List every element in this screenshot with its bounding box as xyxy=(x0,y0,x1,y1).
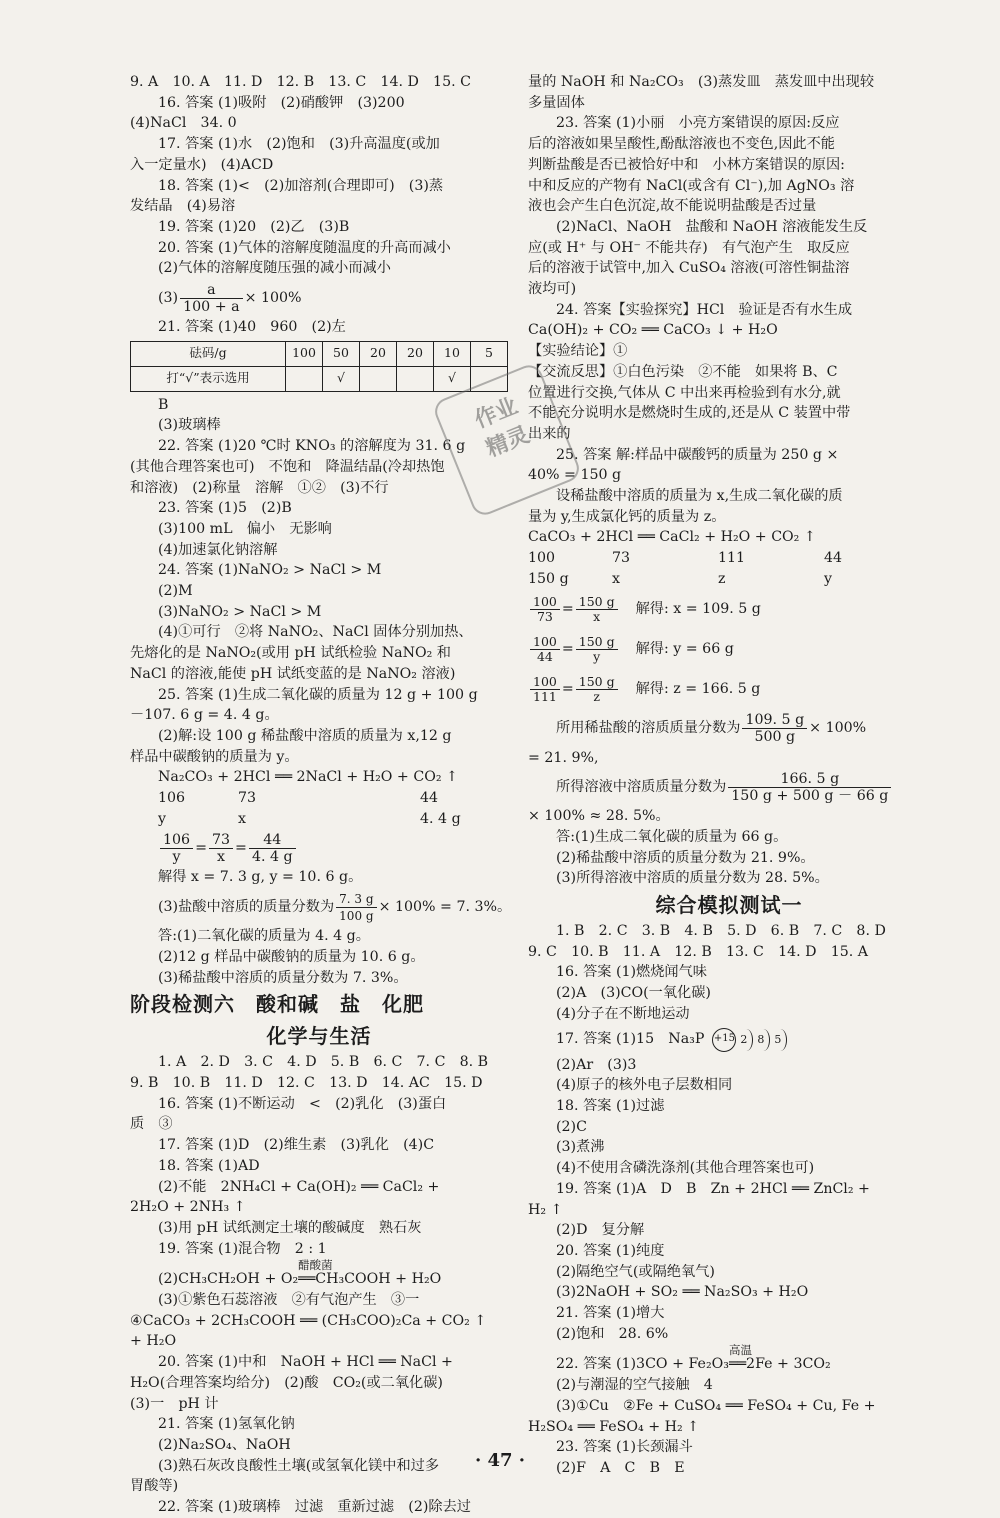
denominator: 111 xyxy=(533,689,557,705)
answer-line: (2)Na₂SO₄、NaOH xyxy=(158,1436,291,1453)
denominator: 500 g xyxy=(754,729,796,746)
proportion-line: $\frac{100}{44}$ = $\frac{150 g}{y}$ 解得: y = 66 g xyxy=(528,630,930,670)
electron-shell: 5 xyxy=(774,1029,787,1051)
denominator: 44 xyxy=(536,649,553,665)
answer-line: 21. 答案 (1)增大 xyxy=(556,1305,665,1322)
numerator: 7. 3 g xyxy=(336,891,376,908)
answer-line: (3)一 pH 计 xyxy=(130,1395,219,1412)
solution-text: 解得: z = 166. 5 g xyxy=(635,681,761,698)
table-cell xyxy=(360,366,397,391)
fraction xyxy=(160,832,193,865)
table-row xyxy=(131,366,508,391)
left-column xyxy=(130,72,512,1518)
answer-line: 25. 答案 解:样品中碳酸钙的质量为 250 g × xyxy=(556,446,839,463)
fraction xyxy=(728,771,891,804)
fraction xyxy=(209,832,233,865)
answer-line: 后的溶液如果呈酸性,酚酞溶液也不变色,因此不能 xyxy=(528,136,835,153)
equation-left: (2)CH₃CH₂OH + O₂ xyxy=(158,1271,299,1288)
formula-prefix: (3)盐酸中溶质的质量分数为 xyxy=(158,898,335,915)
electron-shell: 2 xyxy=(740,1029,753,1051)
fraction xyxy=(336,891,376,924)
table-cell: √ xyxy=(434,366,471,391)
answer-line: (2)12 g 样品中碳酸钠的质量为 10. 6 g。 xyxy=(158,948,425,965)
numerator: 100 xyxy=(530,595,560,610)
formula-suffix: × 100% xyxy=(809,720,867,737)
coefficient: 106 xyxy=(158,790,186,807)
answer-line: (3)2NaOH + SO₂ ══ Na₂SO₃ + H₂O xyxy=(556,1284,809,1301)
reaction-condition: 高温 xyxy=(728,1344,752,1358)
proportion-line: $\frac{106}{y}$ = $\frac{73}{x}$ = $\frac{44}{4. 4 g}$ xyxy=(130,829,508,867)
formula-line xyxy=(130,279,508,317)
reaction-arrow xyxy=(728,1344,752,1375)
answer-line: 23. 答案 (1)5 (2)B xyxy=(158,500,292,517)
answer-line: 22. 答案 (1)20 ℃时 KNO₃ 的溶解度为 31. 6 g xyxy=(158,438,466,455)
answer-line: 入一定量水) (4)ACD xyxy=(130,156,274,173)
numerator: 109. 5 g xyxy=(742,712,807,729)
equals-sign: ══ xyxy=(728,1356,747,1373)
answer-line: 液也会产生白色沉淀,故不能说明盐酸是否过量 xyxy=(528,198,817,215)
answer-line: 16. 答案 (1)燃烧闻气味 xyxy=(556,964,707,981)
equation-unknowns xyxy=(528,569,930,590)
answer-line: (4)不使用含磷洗涤剂(其他合理答案也可) xyxy=(556,1160,815,1177)
answer-line: 出来的 xyxy=(528,425,571,442)
answer-line: (2)气体的溶解度随压强的减小而减小 xyxy=(158,260,391,277)
reaction-condition: 醋酸菌 xyxy=(298,1259,333,1273)
numerator: 106 xyxy=(160,832,193,849)
table-cell: 10 xyxy=(434,341,471,366)
answer-line: 19. 答案 (1)20 (2)乙 (3)B xyxy=(158,218,350,235)
coefficient: 44 xyxy=(824,550,843,567)
denominator: x xyxy=(217,848,226,865)
table-cell xyxy=(397,366,434,391)
nucleus: +15 xyxy=(712,1028,736,1052)
answer-line: 判断盐酸是否已被恰好中和 小林方案错误的原因: xyxy=(528,156,845,173)
weights-table xyxy=(130,341,508,392)
answer-line: (4)加速氯化钠溶解 xyxy=(158,541,278,558)
denominator: 100 g xyxy=(339,908,374,923)
denominator: x xyxy=(593,609,601,625)
section-subtitle: 化学与生活 xyxy=(266,1024,372,1049)
answer-line: (2)M xyxy=(158,583,193,600)
answer-line: 24. 答案【实验探究】HCl 验证是否有水生成 xyxy=(556,301,853,318)
proportion-line: $\frac{100}{111}$ = $\frac{150 g}{z}$ 解得: z = 166. 5 g xyxy=(528,670,930,710)
answer-line: 24. 答案 (1)NaNO₂ > NaCl > M xyxy=(158,562,382,579)
answer-line: (3)100 mL 偏小 无影响 xyxy=(158,520,332,537)
answer-line: 1. B 2. C 3. B 4. B 5. D 6. B 7. C 8. D xyxy=(556,923,886,940)
formula-line xyxy=(528,710,930,748)
table-header-cell: 砝码/g xyxy=(131,341,286,366)
answer-line: H₂SO₄ ══ FeSO₄ + H₂ ↑ xyxy=(528,1418,700,1435)
answer-line: (2)Ar (3)3 xyxy=(556,1056,637,1073)
answer-line: 质 ③ xyxy=(130,1116,173,1133)
answer-line: (3)①紫色石蕊溶液 ②有气泡产生 ③一 xyxy=(158,1292,420,1309)
unknown: x xyxy=(238,810,247,827)
answer-line: (2)D 复分解 xyxy=(556,1222,645,1239)
answer-line: 量的 NaOH 和 Na₂CO₃ (3)蒸发皿 蒸发皿中出现较 xyxy=(528,74,875,90)
coefficient: 73 xyxy=(238,790,257,807)
fraction xyxy=(576,635,618,664)
answer-line: 16. 答案 (1)不断运动 < (2)乳化 (3)蛋白 xyxy=(158,1095,447,1112)
answer-line: 23. 答案 (1)小丽 小亮方案错误的原因:反应 xyxy=(556,115,840,132)
fraction xyxy=(576,595,618,624)
stamp-text: 作业 xyxy=(471,393,522,434)
answer-line: B xyxy=(158,396,169,413)
equation-line: CaCO₃ + 2HCl ══ CaCl₂ + H₂O + CO₂ ↑ xyxy=(528,529,816,546)
unknown: y xyxy=(158,810,167,827)
fraction xyxy=(576,675,618,704)
equation-line xyxy=(528,1344,930,1375)
answer-line: (2)A (3)CO(一氧化碳) xyxy=(556,985,711,1002)
equation-left: 22. 答案 (1)3CO + Fe₂O₃ xyxy=(556,1356,729,1373)
unknown: z xyxy=(718,570,726,587)
answer-line: (3)稀盐酸中溶质的质量分数为 7. 3%。 xyxy=(158,969,408,986)
table-cell: 20 xyxy=(397,341,434,366)
answer-line: 22. 答案 (1)玻璃棒 过滤 重新过滤 (2)除去过 xyxy=(158,1499,471,1516)
answer-line: + H₂O xyxy=(130,1333,177,1350)
numerator: 73 xyxy=(209,832,233,849)
coefficient: 111 xyxy=(718,550,746,567)
formula-suffix: × 100% xyxy=(244,289,302,306)
answer-line: 答:(1)二氧化碳的质量为 4. 4 g。 xyxy=(158,928,370,945)
equation-right: CH₃COOH + H₂O xyxy=(315,1271,442,1288)
unknown: 4. 4 g xyxy=(420,810,461,827)
answer-line: 20. 答案 (1)气体的溶解度随温度的升高而减小 xyxy=(158,239,451,256)
answer-line: 17. 答案 (1)水 (2)饱和 (3)升高温度(或加 xyxy=(158,136,440,153)
answer-line: 多量固体 xyxy=(528,94,585,111)
fraction xyxy=(742,712,807,745)
answer-line: 20. 答案 (1)中和 NaOH + HCl ══ NaCl + xyxy=(158,1354,453,1371)
answer-line: = 21. 9%, xyxy=(528,749,599,766)
answer-line: 17. 答案 (1)D (2)维生素 (3)乳化 (4)C xyxy=(158,1137,435,1154)
answer-line: 19. 答案 (1)A D B Zn + 2HCl ══ ZnCl₂ + xyxy=(556,1180,870,1197)
answer-line: 16. 答案 (1)吸附 (2)硝酸钾 (3)200 xyxy=(158,94,405,111)
answer-line: × 100% ≈ 28. 5%。 xyxy=(528,808,670,825)
answer-text: 17. 答案 (1)15 Na₃P xyxy=(556,1031,705,1048)
formula-line xyxy=(130,888,512,926)
answer-line: 40% = 150 g xyxy=(528,467,622,484)
answer-line: H₂O(合理答案均给分) (2)酸 CO₂(或二氧化碳) xyxy=(130,1374,443,1391)
answer-line: 19. 答案 (1)混合物 2 : 1 xyxy=(158,1240,327,1257)
numerator: 150 g xyxy=(576,635,618,650)
formula-suffix: × 100% = 7. 3%。 xyxy=(378,898,512,915)
answer-line: (4)原子的核外电子层数相同 xyxy=(556,1077,733,1094)
unknown: y xyxy=(824,570,833,587)
answer-line: 和溶液) (2)称量 溶解 ①② (3)不行 xyxy=(130,479,389,496)
answer-line: 设稀盐酸中溶质的质量为 x,生成二氧化碳的质 xyxy=(556,488,843,505)
denominator: 150 g + 500 g － 66 g xyxy=(731,787,889,804)
solution-text: 解得: x = 109. 5 g xyxy=(635,601,761,618)
denominator: 73 xyxy=(536,609,553,625)
answer-line: 20. 答案 (1)纯度 xyxy=(556,1242,665,1259)
answer-line: 胃酸等) xyxy=(130,1478,179,1495)
answer-line: 发结晶 (4)易溶 xyxy=(130,198,236,215)
answer-line: －107. 6 g = 4. 4 g。 xyxy=(130,707,279,724)
answer-line: (3)所得溶液中溶质的质量分数为 28. 5%。 xyxy=(556,870,829,887)
answer-line: 18. 答案 (1)过滤 xyxy=(556,1097,665,1114)
section-title: 阶段检测六 酸和碱 盐 化肥 xyxy=(130,992,424,1017)
answer-line: 18. 答案 (1)< (2)加溶剂(合理即可) (3)蒸 xyxy=(158,177,444,194)
answer-line: 样品中碳酸钠的质量为 y。 xyxy=(130,748,299,765)
fraction xyxy=(530,595,560,624)
answer-line: (3)NaNO₂ > NaCl > M xyxy=(158,603,322,620)
answer-line: (2)C xyxy=(556,1118,587,1135)
answer-line: (4)①可行 ②将 NaNO₂、NaCl 固体分别加热、 xyxy=(158,624,473,641)
answer-line: (2)稀盐酸中溶质的质量分数为 21. 9%。 xyxy=(556,849,815,866)
reaction-arrow xyxy=(298,1259,333,1290)
answer-line: (2)隔绝空气(或隔绝氧气) xyxy=(556,1263,715,1280)
denominator: 4. 4 g xyxy=(251,848,293,865)
answer-line: 量为 y,生成氯化钙的质量为 z。 xyxy=(528,508,726,525)
formula-prefix: (3) xyxy=(158,289,179,306)
answer-line: ④CaCO₃ + 2CH₃COOH ══ (CH₃COO)₂Ca + CO₂ ↑ xyxy=(130,1312,487,1329)
unknown: x xyxy=(612,570,621,587)
fraction xyxy=(530,635,560,664)
answer-line: (3)玻璃棒 xyxy=(158,417,221,434)
section-title: 综合模拟测试一 xyxy=(655,893,803,918)
answer-line: (4)分子在不断地运动 xyxy=(556,1005,690,1022)
numerator: 100 xyxy=(530,675,560,690)
table-row xyxy=(131,341,508,366)
answer-line: 【交流反思】①白色污染 ②不能 如果将 B、C xyxy=(528,363,838,380)
table-cell xyxy=(286,366,323,391)
equation-unknowns xyxy=(130,809,508,830)
answer-line: H₂ ↑ xyxy=(528,1201,563,1218)
numerator: 100 xyxy=(530,635,560,650)
fraction xyxy=(530,675,560,704)
answer-line: 不能充分说明水是燃烧时生成的,还是从 C 装置中带 xyxy=(528,405,851,422)
denominator: z xyxy=(593,689,600,705)
denominator: 100 + a xyxy=(183,298,240,315)
answer-line: 液均可) xyxy=(528,281,577,298)
denominator: y xyxy=(172,848,181,865)
answer-line: (2)饱和 28. 6% xyxy=(556,1325,669,1342)
denominator: y xyxy=(593,649,601,665)
answer-line: (2)解:设 100 g 稀盐酸中溶质的质量为 x,12 g xyxy=(158,727,452,744)
fraction xyxy=(180,282,242,315)
answer-line: 9. A 10. A 11. D 12. B 13. C 14. D 15. C xyxy=(130,74,471,90)
answer-line: 21. 答案 (1)40 960 (2)左 xyxy=(158,319,346,336)
answer-line: (2)NaCl、NaOH 盐酸和 NaOH 溶液能发生反 xyxy=(556,218,868,235)
solution-text: 解得: y = 66 g xyxy=(635,641,734,658)
table-cell: 20 xyxy=(360,341,397,366)
answer-line: 9. B 10. B 11. D 12. C 13. D 14. AC 15. D xyxy=(130,1074,483,1091)
equation-line: Ca(OH)₂ + CO₂ ══ CaCO₃ ↓ + H₂O xyxy=(528,322,778,339)
answer-line: 位置进行交换,气体从 C 中出来再检验到有水分,就 xyxy=(528,384,841,401)
answer-line: 解得 x = 7. 3 g, y = 10. 6 g。 xyxy=(158,869,363,886)
answer-line: 1. A 2. D 3. C 4. D 5. B 6. C 7. C 8. B xyxy=(158,1054,489,1071)
unknown: 150 g xyxy=(528,570,569,587)
proportion-line: $\frac{100}{73}$ = $\frac{150 g}{x}$ 解得: x = 109. 5 g xyxy=(528,590,930,630)
answer-line: (其他合理答案也可) 不饱和 降温结晶(冷却热饱 xyxy=(130,458,445,475)
answer-line: 23. 答案 (1)长颈漏斗 xyxy=(556,1439,693,1456)
numerator: 44 xyxy=(249,832,296,849)
right-column xyxy=(528,72,930,1479)
page-number: · 47 · xyxy=(474,1450,526,1471)
answer-line: (3)熟石灰改良酸性土壤(或氢氧化镁中和过多 xyxy=(158,1457,440,1474)
formula-prefix: 所用稀盐酸的溶质质量分数为 xyxy=(556,720,741,737)
answer-line: (3)煮沸 xyxy=(556,1139,605,1156)
answer-line: 25. 答案 (1)生成二氧化碳的质量为 12 g + 100 g xyxy=(158,686,478,703)
answer-line: 21. 答案 (1)氢氧化钠 xyxy=(158,1416,295,1433)
answer-line xyxy=(528,1025,930,1055)
numerator: 166. 5 g xyxy=(728,771,891,788)
answer-line: (4)NaCl 34. 0 xyxy=(130,115,237,132)
answer-line: 先熔化的是 NaNO₂(或用 pH 试纸检验 NaNO₂ 和 xyxy=(130,645,451,662)
formula-prefix: 所得溶液中溶质质量分数为 xyxy=(556,778,727,795)
answer-line: (2)不能 2NH₄Cl + Ca(OH)₂ ══ CaCl₂ + xyxy=(158,1178,440,1195)
electron-shell: 8 xyxy=(757,1029,770,1051)
answer-line: 18. 答案 (1)AD xyxy=(158,1157,260,1174)
answer-line: 后的溶液于试管中,加入 CuSO₄ 溶液(可溶性铜盐溶 xyxy=(528,260,850,277)
table-cell: 50 xyxy=(323,341,360,366)
answer-line: 答:(1)生成二氧化碳的质量为 66 g。 xyxy=(556,828,788,845)
coefficient: 44 xyxy=(420,790,439,807)
fraction xyxy=(249,832,296,865)
answer-line: 【实验结论】① xyxy=(528,343,628,360)
answer-line: 2H₂O + 2NH₃ ↑ xyxy=(130,1199,246,1216)
equation-coefficients xyxy=(130,788,508,809)
table-cell: √ xyxy=(323,366,360,391)
answer-line: 9. C 10. B 11. A 12. B 13. C 14. D 15. A xyxy=(528,943,869,960)
equation-right: 2Fe + 3CO₂ xyxy=(746,1356,831,1373)
coefficient: 73 xyxy=(612,550,631,567)
numerator: 150 g xyxy=(576,675,618,690)
coefficient: 100 xyxy=(528,550,556,567)
equation-line xyxy=(130,1259,508,1290)
atom-structure-diagram xyxy=(712,1028,787,1052)
stamp-text: 精灵 xyxy=(482,422,534,463)
answer-line: (3)用 pH 试纸测定土壤的酸碱度 熟石灰 xyxy=(158,1219,422,1236)
numerator: a xyxy=(180,282,242,299)
answer-line: 应(或 H⁺ 与 OH⁻ 不能共存) 有气泡产生 取反应 xyxy=(528,239,850,256)
answer-line: (3)①Cu ②Fe + CuSO₄ ══ FeSO₄ + Cu, Fe + xyxy=(556,1397,876,1414)
table-cell: 100 xyxy=(286,341,323,366)
answer-line: 中和反应的产物有 NaCl(或含有 Cl⁻),加 AgNO₃ 溶 xyxy=(528,177,855,194)
answer-line: (2)F A C B E xyxy=(556,1459,685,1476)
table-header-cell: 打“√”表示选用 xyxy=(131,366,286,391)
equation-coefficients xyxy=(528,548,930,569)
answer-line: NaCl 的溶液,能使 pH 试纸变蓝的是 NaNO₂ 溶液) xyxy=(130,665,456,682)
formula-line xyxy=(528,768,930,806)
equals-sign: ══ xyxy=(298,1271,316,1288)
table-cell: 5 xyxy=(471,341,508,366)
numerator: 150 g xyxy=(576,595,618,610)
equation-line: Na₂CO₃ + 2HCl ══ 2NaCl + H₂O + CO₂ ↑ xyxy=(158,769,458,786)
answer-line: (2)与潮湿的空气接触 4 xyxy=(556,1377,713,1394)
